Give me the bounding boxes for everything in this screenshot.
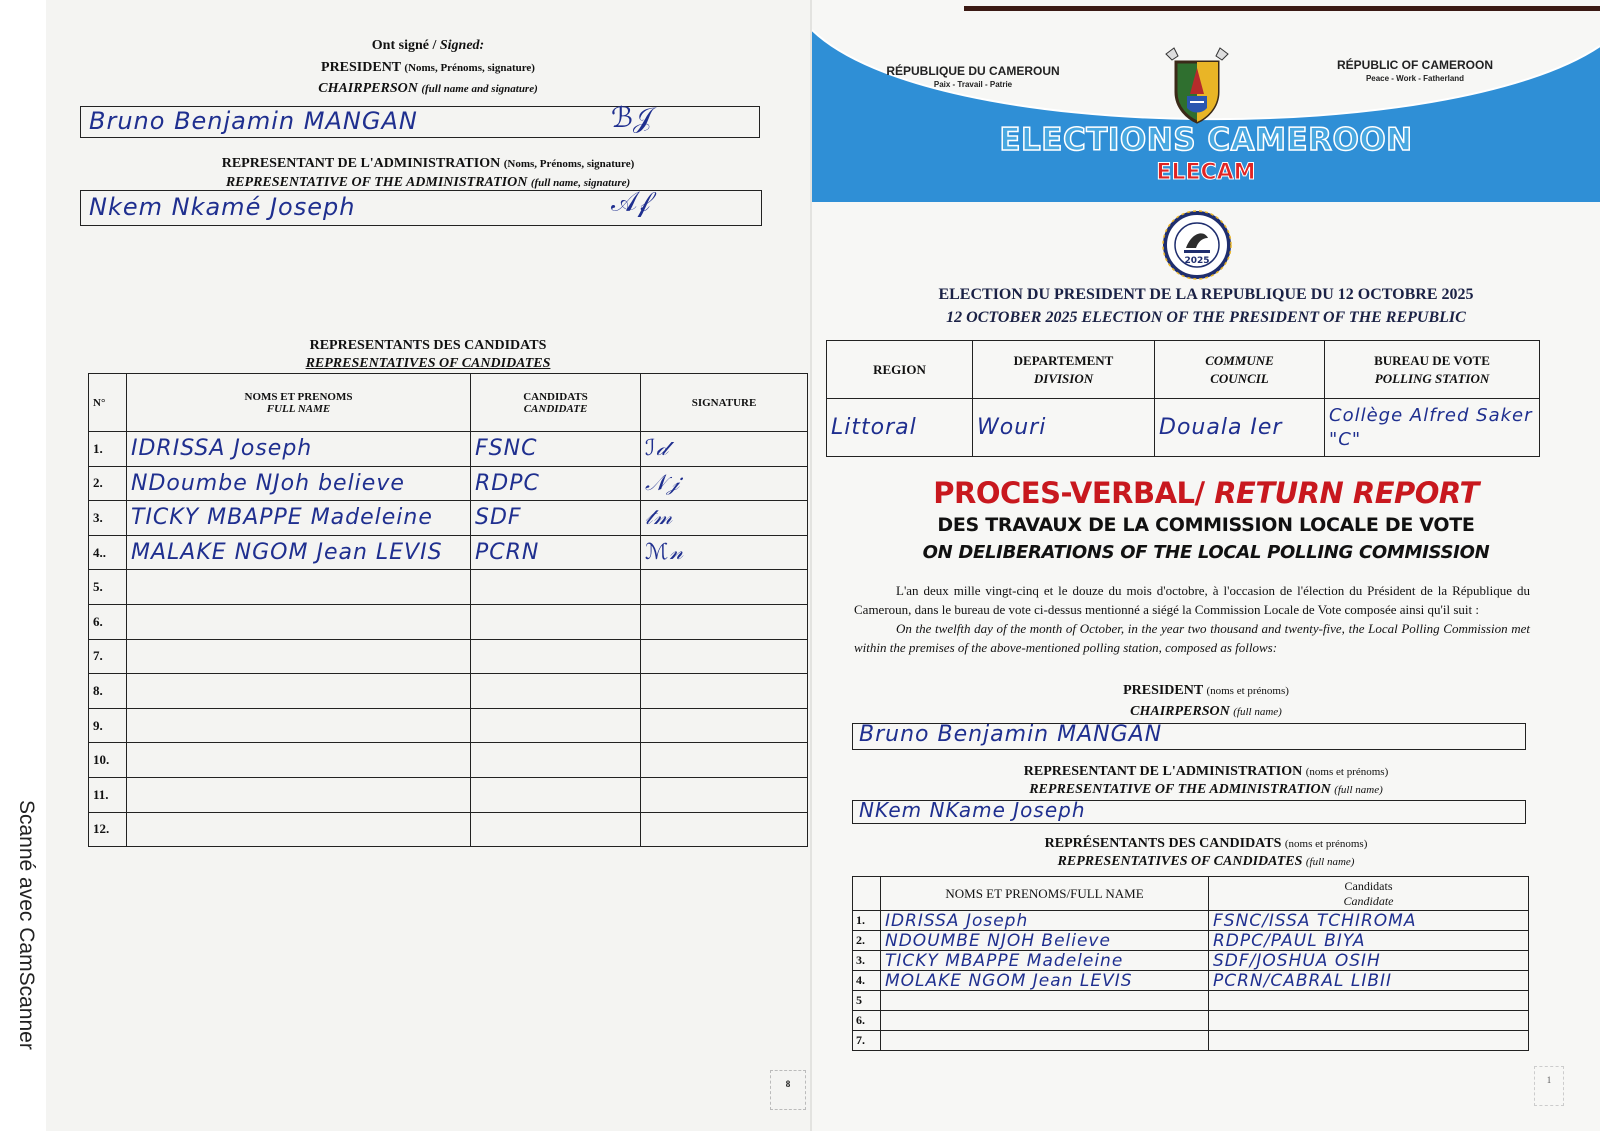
col-candidate-en: Candidate — [1343, 893, 1394, 908]
col-full-name — [127, 374, 471, 432]
intro-paragraph — [854, 581, 1530, 657]
label-text: REPRESENTATIVE OF THE ADMINISTRATION — [225, 175, 528, 190]
coat-of-arms-icon — [1162, 46, 1232, 126]
signature-cell[interactable] — [641, 535, 808, 570]
col-signature: SIGNATURE — [641, 374, 808, 432]
candidate-cell[interactable] — [471, 777, 641, 812]
table-header-row — [853, 877, 1529, 911]
label-note: (full name and signature) — [421, 83, 538, 95]
row-number: 7. — [853, 1031, 881, 1051]
col-division-fr: DEPARTEMENT — [1013, 352, 1114, 368]
signature-cell[interactable] — [641, 674, 808, 709]
page-number-left: 8 — [770, 1070, 806, 1110]
candidate-value: SDF/JOSHUA OSIH — [1213, 950, 1381, 971]
row-number: 2. — [853, 931, 881, 951]
signature-value: 𝓉𝓂 — [645, 505, 674, 531]
row-number: 4. — [853, 971, 881, 991]
col-council — [1155, 341, 1325, 399]
row-number: 10. — [89, 743, 127, 778]
table-row — [853, 991, 1529, 1011]
region-cell[interactable] — [827, 399, 973, 457]
intro-en: On the twelfth day of the month of October, in the year two thousand and twenty-five, the Local Polling Commission met within the premises of the above-mentioned polling station, composed as follows: — [854, 621, 1530, 655]
signature-cell[interactable] — [641, 604, 808, 639]
r-president-label-en — [812, 704, 1600, 720]
report-title-fr: PROCES-VERBAL/ — [933, 476, 1215, 510]
row-number: 4.. — [89, 535, 127, 570]
election-seal-icon — [1162, 210, 1232, 280]
col-name-en: FULL NAME — [266, 402, 331, 415]
page-number-right: 1 — [1534, 1066, 1564, 1106]
row-number: 2. — [89, 466, 127, 501]
candidate-cell[interactable] — [1209, 971, 1529, 991]
label-note: (noms et prénoms) — [1206, 685, 1289, 697]
row-number: 7. — [89, 639, 127, 674]
president-name-value: Bruno Benjamin MANGAN — [89, 107, 418, 135]
r-president-name-value: Bruno Benjamin MANGAN — [859, 722, 1163, 747]
motto-en: Peace - Work - Fatherland — [1365, 74, 1465, 83]
signature-cell[interactable] — [641, 708, 808, 743]
president-name-field[interactable] — [80, 101, 760, 138]
motto-fr: Paix - Travail - Patrie — [933, 80, 1013, 89]
label-note: (Noms, Prénoms, signature) — [404, 62, 535, 74]
admin-name-value: Nkem Nkamé Joseph — [89, 193, 356, 221]
r-president-name-field[interactable] — [852, 723, 1526, 750]
name-cell[interactable] — [881, 951, 1209, 971]
council-cell[interactable] — [1155, 399, 1325, 457]
table-row — [89, 812, 808, 847]
name-cell[interactable] — [127, 570, 471, 605]
col-division-en: DIVISION — [1033, 370, 1094, 386]
candidate-cell[interactable] — [471, 743, 641, 778]
table-row — [853, 1031, 1529, 1051]
candidate-cell[interactable] — [471, 639, 641, 674]
signature-cell[interactable] — [641, 466, 808, 501]
label-note: (full name, signature) — [530, 177, 631, 189]
table-row — [853, 951, 1529, 971]
name-value: NDOUMBE NJOH Believe — [885, 930, 1111, 951]
polling-station-value: Collège Alfred Saker "C" — [1329, 404, 1533, 450]
col-station-en: POLLING STATION — [1374, 370, 1490, 386]
division-value: Wouri — [977, 414, 1047, 440]
signed-title-fr: Ont signé / — [371, 38, 440, 53]
candidate-cell[interactable] — [1209, 991, 1529, 1011]
candidates-title-fr: REPRESENTANTS DES CANDIDATS — [309, 338, 547, 353]
republic-fr-text: RÉPUBLIQUE DU CAMEROUN — [886, 64, 1060, 78]
name-value: NDoumbe NJoh believe — [131, 470, 405, 496]
label-text: PRESIDENT — [321, 60, 401, 75]
col-number — [853, 877, 881, 911]
candidate-cell[interactable] — [471, 812, 641, 847]
r-president-label-fr — [812, 683, 1600, 699]
row-number: 6. — [89, 604, 127, 639]
signed-title-en: Signed: — [439, 38, 485, 53]
candidate-cell[interactable] — [471, 570, 641, 605]
label-text: REPRESENTATIVES OF CANDIDATES — [1057, 854, 1303, 869]
polling-location-table — [826, 340, 1540, 457]
table-row — [89, 777, 808, 812]
name-cell[interactable] — [127, 743, 471, 778]
name-cell[interactable] — [127, 674, 471, 709]
org-acronym: ELECAM — [1156, 160, 1256, 185]
row-number: 11. — [89, 777, 127, 812]
name-cell[interactable] — [127, 708, 471, 743]
name-value: IDRISSA Joseph — [885, 910, 1029, 931]
signature-cell[interactable] — [641, 743, 808, 778]
signature-cell[interactable] — [641, 639, 808, 674]
r-admin-label-en — [812, 782, 1600, 798]
table-row — [89, 570, 808, 605]
scanner-margin — [0, 0, 46, 1131]
label-text: REPRESENTANT DE L'ADMINISTRATION — [221, 156, 501, 171]
table-row — [89, 535, 808, 570]
col-region — [827, 341, 973, 399]
row-number: 5 — [853, 991, 881, 1011]
candidate-representatives-table — [88, 373, 808, 847]
table-row — [853, 971, 1529, 991]
name-cell[interactable] — [127, 604, 471, 639]
label-text: CHAIRPERSON — [1130, 704, 1230, 719]
president-label-en — [46, 81, 810, 97]
name-cell[interactable] — [881, 971, 1209, 991]
name-value: TICKY MBAPPE Madeleine — [131, 505, 433, 531]
name-cell[interactable] — [127, 639, 471, 674]
label-note: (full name) — [1334, 784, 1383, 796]
signature-cell[interactable] — [641, 501, 808, 536]
col-division — [973, 341, 1155, 399]
president-signature: ℬ𝒥 — [611, 101, 653, 134]
label-text: REPRÉSENTANTS DES CANDIDATS — [1044, 836, 1282, 851]
table-row — [89, 743, 808, 778]
table-row — [853, 1011, 1529, 1031]
report-title-en: RETURN REPORT — [1214, 476, 1479, 510]
name-cell[interactable] — [127, 466, 471, 501]
r-admin-name-value: NKem NKame Joseph — [859, 798, 1086, 822]
table-row — [89, 466, 808, 501]
report-subtitle-fr: DES TRAVAUX DE LA COMMISSION LOCALE DE VOTE — [937, 514, 1475, 536]
intro-fr: L'an deux mille vingt-cinq et le douze du mois d'octobre, à l'occasion de l'élection du Président de la République du Cameroun, dans le bureau de vote ci-dessus mentionné a siégé la Commission Locale de Vote composée ainsi qu'il suit : — [854, 583, 1530, 617]
signature-cell[interactable] — [641, 812, 808, 847]
republic-fr — [878, 64, 1068, 89]
signature-value: ℐ𝒹 — [645, 436, 669, 462]
election-title-en: 12 OCTOBER 2025 ELECTION OF THE PRESIDENT OF THE REPUBLIC — [946, 309, 1466, 326]
col-candidate-fr: Candidats — [1344, 878, 1393, 893]
table-row — [89, 639, 808, 674]
candidate-cell[interactable] — [1209, 951, 1529, 971]
seal-year: 2025 — [1184, 256, 1210, 266]
col-station-fr: BUREAU DE VOTE — [1374, 352, 1490, 368]
table-row — [89, 674, 808, 709]
col-council-fr: COMMUNE — [1205, 352, 1274, 368]
admin-label-en — [46, 175, 810, 191]
name-cell[interactable] — [127, 535, 471, 570]
name-cell[interactable] — [127, 777, 471, 812]
row-number: 12. — [89, 812, 127, 847]
candidate-cell[interactable] — [471, 466, 641, 501]
row-number: 8. — [89, 674, 127, 709]
report-title — [812, 476, 1600, 510]
candidates-title-en: REPRESENTATIVES OF CANDIDATES — [305, 356, 551, 371]
name-cell[interactable] — [127, 432, 471, 467]
row-number: 3. — [89, 501, 127, 536]
admin-name-field[interactable] — [80, 185, 762, 226]
candidate-cell[interactable] — [471, 604, 641, 639]
table-row — [89, 708, 808, 743]
name-value: TICKY MBAPPE Madeleine — [885, 950, 1124, 971]
candidate-value: SDF — [475, 505, 522, 531]
label-text: REPRESENTATIVE OF THE ADMINISTRATION — [1029, 782, 1331, 797]
table-row — [89, 604, 808, 639]
label-text: PRESIDENT — [1123, 683, 1203, 698]
name-cell[interactable] — [881, 1031, 1209, 1051]
row-number: 1. — [853, 911, 881, 931]
candidate-value: PCRN — [475, 540, 540, 566]
col-candidate-en: CANDIDATE — [523, 402, 588, 415]
table-header-row — [89, 374, 808, 432]
label-note: (Noms, Prénoms, signature) — [503, 158, 635, 170]
col-full-name: NOMS ET PRENOMS/FULL NAME — [881, 877, 1209, 911]
row-number: 5. — [89, 570, 127, 605]
r-admin-label-fr — [812, 764, 1600, 780]
candidate-cell[interactable] — [471, 708, 641, 743]
president-label-fr — [46, 60, 810, 76]
republic-en — [1320, 58, 1510, 83]
name-value: MALAKE NGOM Jean LEVIS — [131, 540, 443, 566]
signature-cell[interactable] — [641, 432, 808, 467]
row-number: 9. — [89, 708, 127, 743]
candidate-value: RDPC — [475, 470, 540, 496]
candidate-cell[interactable] — [471, 535, 641, 570]
label-note: (full name) — [1305, 856, 1355, 868]
council-value: Douala Ier — [1159, 414, 1283, 440]
table-row — [89, 432, 808, 467]
candidate-value: RDPC/PAUL BIYA — [1213, 930, 1366, 951]
table-row — [853, 931, 1529, 951]
republic-en-text: RÉPUBLIC OF CAMEROON — [1337, 58, 1493, 72]
r-candidates-title-en — [812, 854, 1600, 870]
polling-station-cell[interactable] — [1325, 399, 1540, 457]
right-page-return-report — [812, 0, 1600, 1131]
candidate-cell[interactable] — [1209, 911, 1529, 931]
col-council-en: COUNCIL — [1210, 370, 1269, 386]
signature-value: ℳ𝓃 — [645, 540, 685, 566]
label-text: CHAIRPERSON — [318, 81, 418, 96]
region-value: Littoral — [831, 414, 917, 440]
row-number: 3. — [853, 951, 881, 971]
scanner-watermark: Scanné avec CamScanner — [15, 800, 38, 1050]
r-candidates-title-fr — [812, 836, 1600, 852]
col-candidate — [1209, 877, 1529, 911]
r-admin-name-field[interactable] — [852, 800, 1526, 824]
col-region-fr: REGION — [873, 361, 926, 377]
candidate-value: FSNC — [475, 436, 538, 462]
report-subtitle-en: ON DELIBERATIONS OF THE LOCAL POLLING COMMISSION — [922, 542, 1490, 563]
signed-title — [46, 38, 810, 54]
name-value: IDRISSA Joseph — [131, 436, 313, 462]
division-cell[interactable] — [973, 399, 1155, 457]
signature-value: 𝒩𝒿 — [645, 470, 681, 496]
location-values-row — [827, 399, 1540, 457]
signature-cell[interactable] — [641, 777, 808, 812]
col-polling-station — [1325, 341, 1540, 399]
location-header-row — [827, 341, 1540, 399]
candidate-cell[interactable] — [471, 674, 641, 709]
admin-label-fr — [46, 156, 810, 172]
row-number: 1. — [89, 432, 127, 467]
candidate-cell[interactable] — [1209, 1011, 1529, 1031]
candidate-cell[interactable] — [1209, 1031, 1529, 1051]
candidate-cell[interactable] — [1209, 931, 1529, 951]
candidate-value: PCRN/CABRAL LIBII — [1213, 970, 1393, 991]
left-page-signatures — [46, 0, 810, 1131]
name-value: MOLAKE NGOM Jean LEVIS — [885, 970, 1133, 991]
r-candidate-representatives-table — [852, 876, 1529, 1051]
name-cell[interactable] — [127, 501, 471, 536]
col-candidate — [471, 374, 641, 432]
col-number: N° — [89, 374, 127, 432]
col-name-fr: NOMS ET PRENOMS — [244, 390, 353, 403]
org-name: ELECTIONS CAMEROON — [999, 122, 1413, 158]
signature-cell[interactable] — [641, 570, 808, 605]
candidate-cell[interactable] — [471, 501, 641, 536]
name-cell[interactable] — [881, 911, 1209, 931]
admin-signature: 𝒜𝒻 — [611, 185, 650, 218]
candidate-cell[interactable] — [471, 432, 641, 467]
label-note: (noms et prénoms) — [1305, 766, 1389, 778]
col-candidate-fr: CANDIDATS — [523, 390, 588, 403]
candidate-value: FSNC/ISSA TCHIROMA — [1213, 910, 1417, 931]
label-note: (full name) — [1233, 706, 1282, 718]
election-title-fr: ELECTION DU PRESIDENT DE LA REPUBLIQUE DU 12 OCTOBRE 2025 — [938, 286, 1474, 303]
label-note: (noms et prénoms) — [1284, 838, 1368, 850]
name-cell[interactable] — [881, 1011, 1209, 1031]
name-cell[interactable] — [127, 812, 471, 847]
row-number: 6. — [853, 1011, 881, 1031]
name-cell[interactable] — [881, 991, 1209, 1011]
table-row — [853, 911, 1529, 931]
name-cell[interactable] — [881, 931, 1209, 951]
table-row — [89, 501, 808, 536]
label-text: REPRESENTANT DE L'ADMINISTRATION — [1023, 764, 1303, 779]
